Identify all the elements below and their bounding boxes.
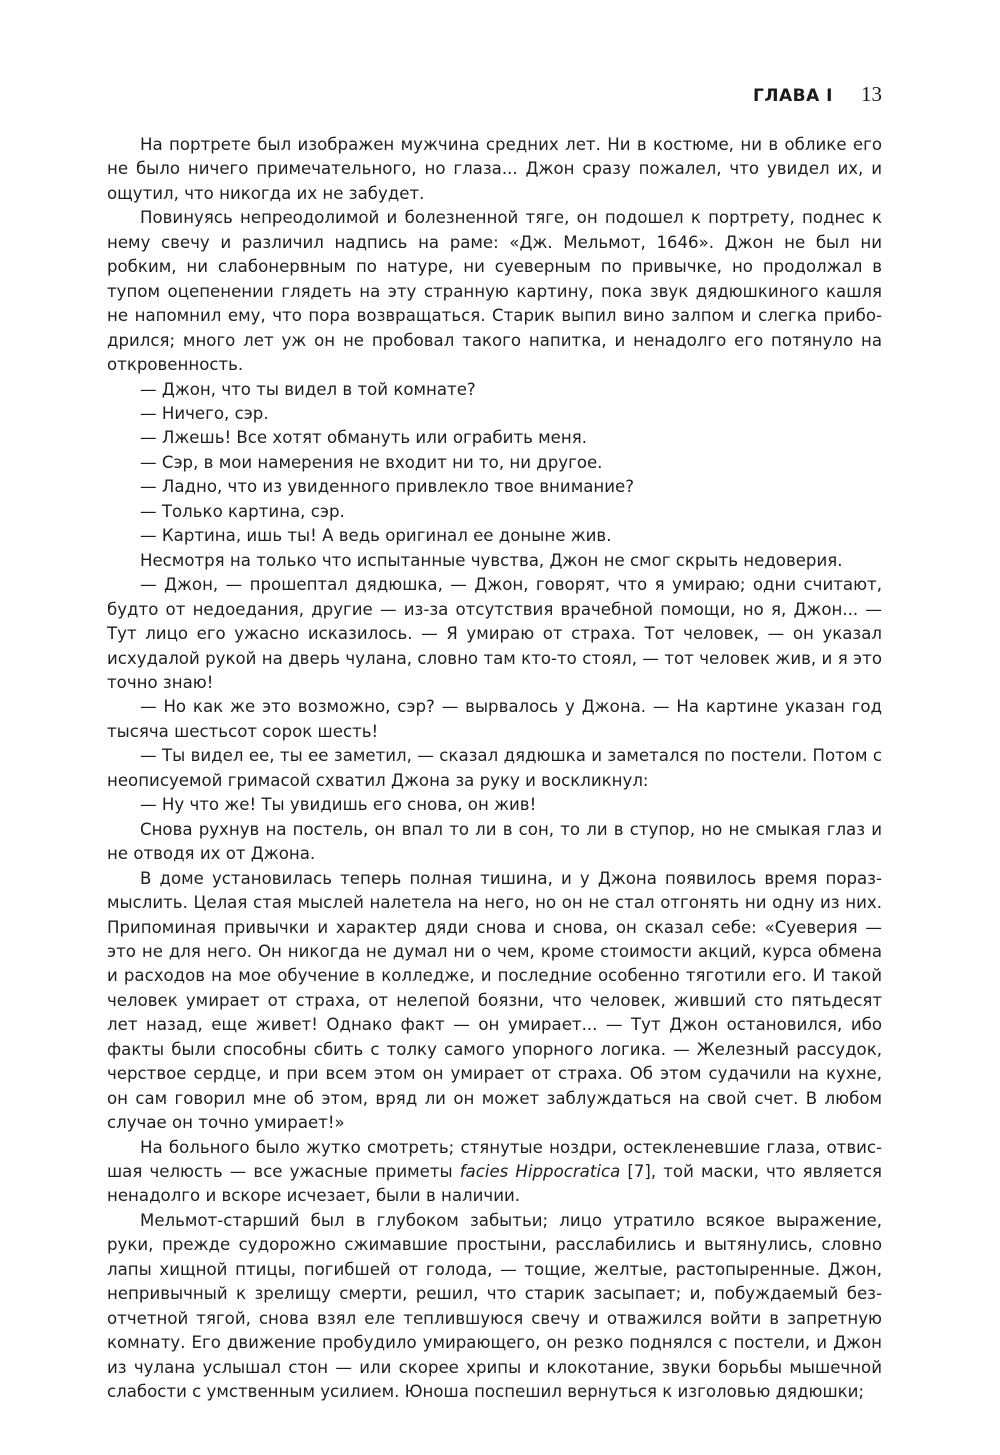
paragraph: Несмотря на только что испытанные чувства, Джон не смог скрыть недоверия.: [140, 550, 843, 570]
dialogue-line: — Только картина, сэр.: [140, 501, 345, 521]
paragraph: На портрете был изображен мужчина средних лет. Ни в костюме, ни в облике его не было ничего примечательного, но глаза... Джон сразу пожалел, что увидел их, и ощутил, что никогда их не забудет.: [107, 135, 882, 203]
dialogue-line: — Сэр, в мои намерения не входит ни то, ни другое.: [140, 452, 603, 472]
dialogue-line: — Ладно, что из увиденного привлекло твое внимание?: [140, 477, 635, 497]
paragraph: Снова рухнув на постель, он впал то ли в сон, то ли в ступор, но не смыкая глаз и не отводя их от Джона.: [107, 819, 882, 864]
italic-term: facies Hippocratica: [459, 1162, 621, 1182]
dialogue-line: — Лжешь! Все хотят обмануть или ограбить меня.: [140, 428, 588, 448]
paragraph: Мельмот-старший был в глубоком забытьи; лицо утратило всякое выражение, руки, прежде судорожно сжимавшие простыни, расслабились и вытянулись, словно лапы хищной птицы, погибшей от голода, — тощие, желтые, растопыренные. Джон, непривычный к зрелищу смерти, решил, что старик засыпает; и, побуждаемый безотчетной тягой, снова взял еле теплившуюся свечу и отважился войти в запретную комнату. Его движение пробудило умирающего, он резко поднялся с постели, и Джон из чулана услышал стон — или скорее хрипы и клокотание, звуки борьбы мышечной слабости с умственным усилием. Юноша поспешил вернуться к изголовью дядюшки;: [107, 1210, 882, 1402]
paragraph: — Но как же это возможно, сэр? — вырвалось у Джона. — На картине указан год тысяча шестьсот сорок шесть!: [107, 697, 882, 741]
text-span: [7], той маски, что является ненадолго и вскоре исчезает, были в наличии.: [107, 1162, 883, 1206]
chapter-title: ГЛАВА I: [753, 86, 833, 106]
page-number: 13: [861, 82, 882, 106]
paragraph: — Ты видел ее, ты ее заметил, — сказал дядюшка и заметался по постели. Потом с неописуемой гримасой схватил Джона за руку и воскликнул:: [107, 746, 882, 790]
body-text: [107, 133, 882, 1405]
paragraph-facies: [107, 1136, 882, 1209]
running-header: [753, 82, 882, 107]
paragraph: — Джон, — прошептал дядюшка, — Джон, говорят, что я умираю; одни считают, будто от недоедания, другие — из-за отсутствия врачебной помощи, но я, Джон... — Тут лицо его ужасно исказилось. — Я умираю от страха. Тот человек, — он указал исхудалой рукой на дверь чулана, словно там кто-то стоял, — тот человек жив, и я это точно знаю!: [107, 575, 882, 692]
text-span: На больного было жутко смотреть; стянутые ноздри, остекленевшие глаза, отвисшая челюсть — все ужасные приметы: [107, 1137, 882, 1182]
dialogue-line: — Ничего, сэр.: [140, 403, 269, 423]
paragraph: Повинуясь непреодолимой и болезненной тяге, он подошел к портрету, поднес к нему свечу и различил надпись на раме: «Дж. Мельмот, 1646». Джон не был ни робким, ни слабонервным по натуре, ни суеверным по привычке, но продолжал в тупом оцепенении глядеть на эту странную картину, пока звук дядюшкиного кашля не напомнил ему, что пора возвращаться. Старик выпил вино залпом и слегка прибодрился; много лет уж он не пробовал такого напитка, и ненадолго его потянуло на откровенность.: [107, 208, 882, 375]
dialogue-line: — Ну что же! Ты увидишь его снова, он жив!: [140, 795, 537, 815]
paragraph: В доме установилась теперь полная тишина, и у Джона появилось время поразмыслить. Целая стая мыслей налетела на него, но он не стал отгонять ни одну из них. Припоминая привычки и характер дяди снова и снова, он сказал себе: «Суеверия — это не для него. Он никогда не думал ни о чем, кроме стоимости акций, курса обмена и расходов на мое обучение в колледже, и последние особенно тяготили его. И такой человек умирает от страха, от нелепой боязни, что человек, живший сто пятьдесят лет назад, еще живет! Однако факт — он умирает... — Тут Джон остановился, ибо факты были способны сбить с толку самого упорного логика. — Железный рассудок, черствое сердце, и при всем этом он умирает от страха. Об этом судачили на кухне, он сам говорил мне об этом, вряд ли он может заблуждаться на свой счет. В любом случае он точно умирает!»: [107, 868, 882, 1133]
dialogue-line: — Картина, ишь ты! А ведь оригинал ее доныне жив.: [140, 526, 612, 546]
dialogue-line: — Джон, что ты видел в той комнате?: [140, 379, 476, 399]
